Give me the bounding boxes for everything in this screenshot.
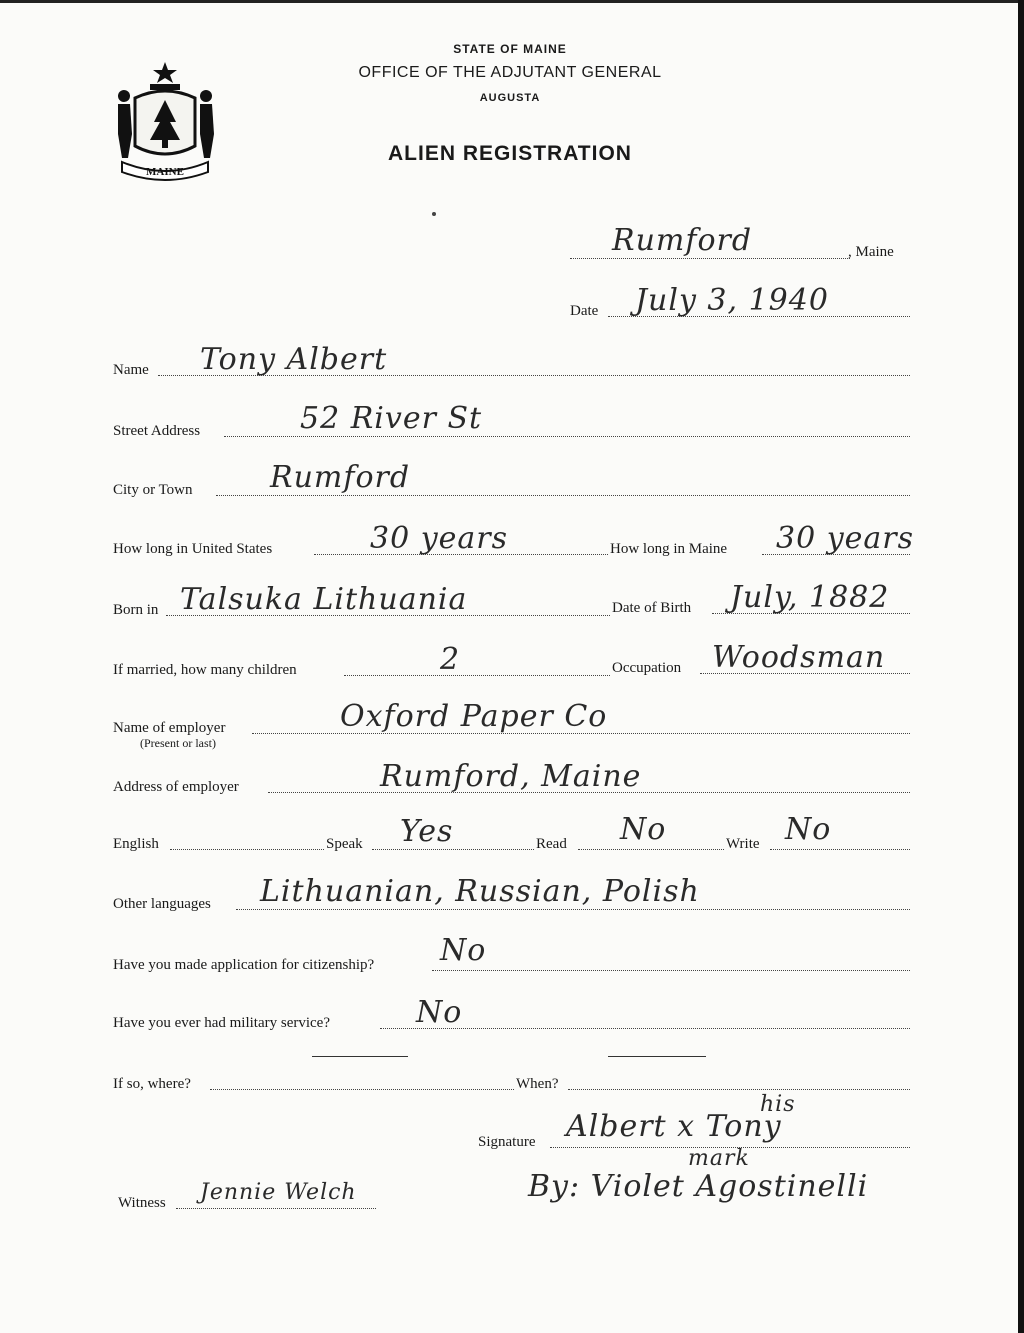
read-line (578, 849, 724, 850)
city-line (216, 495, 910, 496)
employer-entry: Oxford Paper Co (340, 699, 608, 734)
employer-address-label: Address of employer (113, 779, 239, 795)
header-state: STATE OF MAINE (453, 42, 567, 56)
write-line (770, 849, 910, 850)
signature-mark-entry: mark (688, 1146, 750, 1171)
read-entry: No (620, 812, 667, 847)
other-languages-entry: Lithuanian, Russian, Polish (260, 874, 700, 909)
street-label: Street Address (113, 423, 201, 439)
witness-entry: Jennie Welch (200, 1180, 357, 1205)
place-line (570, 258, 850, 259)
name-label: Name (113, 362, 149, 378)
witness-line (176, 1208, 376, 1209)
where-label: If so, where? (113, 1076, 191, 1092)
born-in-label: Born in (113, 602, 159, 618)
write-label: Write (726, 836, 760, 852)
city-entry: Rumford (270, 460, 411, 495)
where-line (210, 1089, 514, 1090)
citizenship-line (432, 970, 910, 971)
employer-address-entry: Rumford, Maine (380, 759, 642, 794)
english-line (170, 849, 324, 850)
other-languages-label: Other languages (113, 896, 211, 912)
signature-by-entry: By: Violet Agostinelli (528, 1169, 869, 1204)
signature-label: Signature (478, 1134, 536, 1150)
header-office: OFFICE OF THE ADJUTANT GENERAL (358, 64, 662, 81)
citizenship-entry: No (440, 933, 487, 968)
scan-top-edge (0, 0, 1024, 3)
place-entry: Rumford (612, 223, 753, 258)
signature-entry: Albert x Tony (566, 1109, 782, 1144)
other-languages-line (236, 909, 910, 910)
speak-line (372, 849, 534, 850)
occupation-label: Occupation (612, 660, 682, 676)
employer-label: Name of employer (113, 720, 226, 736)
date-label: Date (570, 303, 599, 319)
when-line (568, 1089, 910, 1090)
dob-label: Date of Birth (612, 600, 692, 616)
header-city: AUGUSTA (479, 92, 541, 104)
employer-sub-label: (Present or last) (140, 736, 216, 750)
occupation-entry: Woodsman (712, 640, 886, 675)
read-label: Read (536, 836, 567, 852)
how-long-us-entry: 30 years (370, 521, 509, 556)
where-dash-mark (312, 1056, 408, 1057)
dob-entry: July, 1882 (730, 580, 890, 615)
how-long-us-label: How long in United States (113, 541, 273, 557)
how-long-maine-entry: 30 years (776, 521, 915, 556)
signature-his-entry: his (760, 1092, 796, 1117)
children-label: If married, how many children (113, 662, 297, 678)
form-title: ALIEN REGISTRATION (388, 142, 632, 165)
street-entry: 52 River St (300, 401, 483, 436)
english-label: English (113, 836, 159, 852)
scan-right-edge (1018, 0, 1024, 1333)
military-label: Have you ever had military service? (113, 1015, 330, 1031)
when-label: When? (516, 1076, 559, 1092)
citizenship-label: Have you made application for citizenship? (113, 957, 375, 973)
street-line (224, 436, 910, 437)
maine-state-seal (110, 58, 220, 182)
city-label: City or Town (113, 482, 193, 498)
place-suffix-label: , Maine (848, 244, 894, 260)
children-entry: 2 (440, 642, 461, 677)
military-entry: No (416, 995, 463, 1030)
witness-label: Witness (118, 1195, 166, 1211)
speak-label: Speak (326, 836, 363, 852)
write-entry: No (785, 812, 832, 847)
speak-entry: Yes (400, 814, 454, 849)
when-dash-mark (608, 1056, 706, 1057)
how-long-maine-label: How long in Maine (610, 541, 728, 557)
name-entry: Tony Albert (200, 342, 388, 377)
svg-text:MAINE: MAINE (146, 166, 184, 178)
children-line (344, 675, 610, 676)
date-entry: July 3, 1940 (635, 283, 829, 318)
ink-speck (432, 212, 436, 216)
born-in-entry: Talsuka Lithuania (180, 582, 468, 617)
